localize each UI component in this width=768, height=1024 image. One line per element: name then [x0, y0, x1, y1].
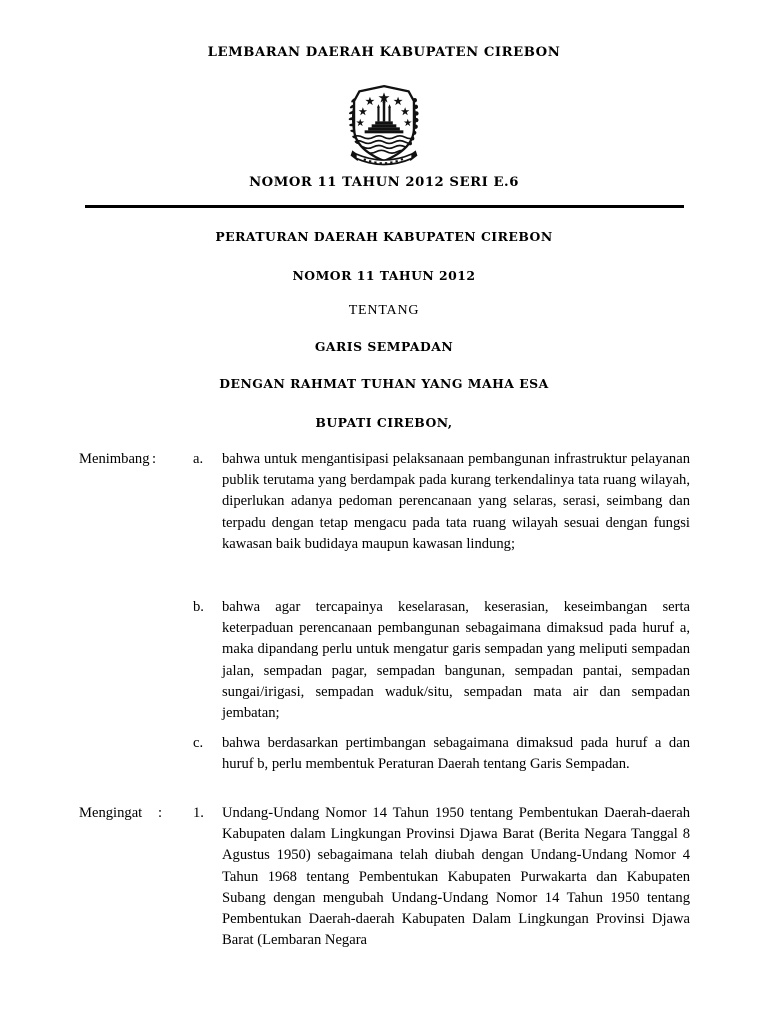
- legal-basis-colon: :: [158, 805, 163, 821]
- consideration-marker: c.: [193, 735, 204, 751]
- considerations-colon: :: [152, 451, 157, 467]
- legal-basis-text: Undang-Undang Nomor 14 Tahun 1950 tentang Pembentukan Daerah-daerah Kabupaten dalam Lingkungan Provinsi Djawa Barat (Berita Negara Tanggal 8 Agustus 1950) sebagaimana telah diubah dengan Undang-Undang Nomor 4 Tahun 1968 tentang Pembentukan Kabupaten Purwakarta dan Kabupaten Subang dengan mengubah Undang-Undang Nomor 14 Tahun 1950 tentang Pembentukan Daerah-daerah Kabupaten Dalam Lingkungan Provinsi Djawa Barat (Lembaran Negara: [222, 805, 690, 949]
- consideration-item: [79, 449, 690, 555]
- consideration-marker: a.: [193, 451, 204, 467]
- cirebon-regency-coat-of-arms-icon: [340, 80, 428, 168]
- considerations-label: Menimbang: [79, 451, 150, 467]
- consideration-text: bahwa untuk mengantisipasi pelaksanaan pembangunan infrastruktur pelayanan publik terutama yang berdampak pada kurang terkendalinya tata ruang wilayah, diperlukan adanya pedoman perencanaan yang selaras, serasi, seimbang dan terpadu dengan tetap mengacu pada tata ruang wilayah sesuai dengan fungsi kawasan baik budidaya maupun kawasan lindung;: [222, 451, 690, 552]
- regulation-subject: GARIS SEMPADAN: [314, 339, 454, 354]
- consideration-marker: b.: [193, 599, 204, 615]
- regulation-heading: PERATURAN DAERAH KABUPATEN CIREBON: [215, 229, 553, 244]
- consideration-text: bahwa agar tercapainya keselarasan, keserasian, keseimbangan serta keterpaduan perencanaan pembangunan sebagaimana dimaksud pada huruf a, maka dipandang perlu untuk mengatur garis sempadan yang meliputi sempadan jalan, sempadan pagar, sempadan bangunan, sempadan pantai, sempadan sungai/irigasi, sempadan waduk/situ, sempadan mata air dan sempadan jembatan;: [222, 599, 690, 722]
- divine-invocation: DENGAN RAHMAT TUHAN YANG MAHA ESA: [219, 376, 549, 391]
- consideration-item: [79, 733, 690, 775]
- consideration-text: bahwa berdasarkan pertimbangan sebagaimana dimaksud pada huruf a dan huruf b, perlu membentuk Peraturan Daerah tentang Garis Sempadan.: [222, 735, 690, 773]
- issuing-authority: BUPATI CIREBON,: [315, 415, 453, 430]
- legal-basis-item: [79, 803, 690, 951]
- masthead-title: LEMBARAN DAERAH KABUPATEN CIREBON: [207, 45, 561, 60]
- legal-basis-marker: 1.: [193, 805, 204, 821]
- about-label: TENTANG: [348, 303, 420, 318]
- legal-basis-label: Mengingat: [79, 805, 143, 821]
- header-divider-rule: [85, 205, 684, 208]
- consideration-item: [79, 597, 690, 724]
- masthead-number-series: NOMOR 11 TAHUN 2012 SERI E.6: [249, 175, 519, 190]
- regulation-number: NOMOR 11 TAHUN 2012: [292, 268, 476, 283]
